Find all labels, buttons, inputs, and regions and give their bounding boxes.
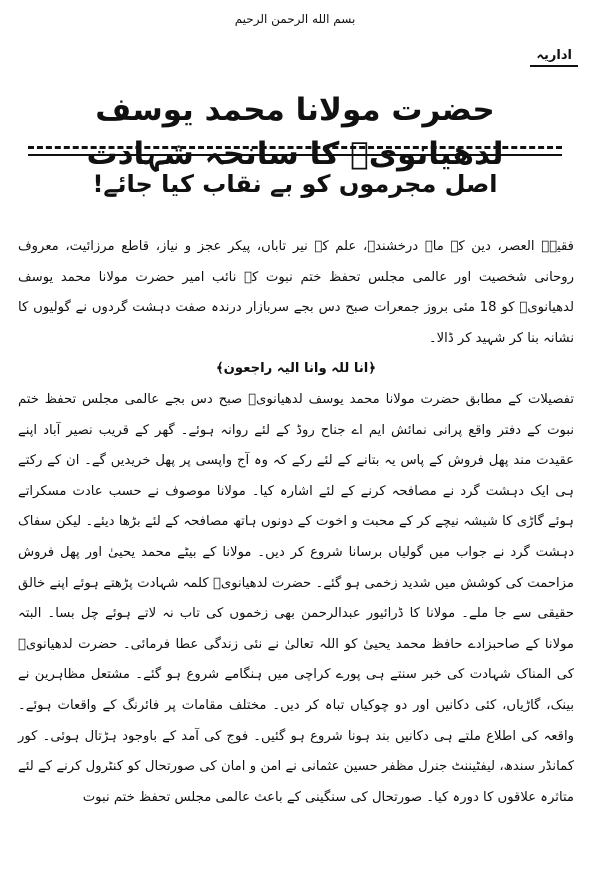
paragraph-details: تفصیلات کے مطابق حضرت مولانا محمد یوسف لدھیانویؒ صبح دس بجے عالمی مجلس تحفظ ختم نبوت کے دفتر واقع پرانی نمائش ایم اے جناح روڈ کے لئے روانہ ہوئے۔ گھر کے قریب نصیر آباد اپنے عقیدت مند پھل فروش کے پاس یہ بتانے کے لئے رکے کہ وہ آج واپسی پر پھل خریدیں گے۔ ان کے رکتے ہی ایک دہشت گرد نے مصافحہ کرنے کے لئے اشارہ کیا۔ مولانا موصوف نے حسب عادت مسکراتے ہوئے گاڑی کا شیشہ نیچے کر کے محبت و اخوت کے دونوں ہاتھ مصافحہ کے لئے بڑھا دیئے۔ لیکن سفاک دہشت گرد نے جواب میں گولیاں برسانا شروع کر دیں۔ مولانا کے بیٹے محمد یحییٰ اور پھل فروش مزاحمت کی کوشش میں شدید زخمی ہو گئے۔ حضرت لدھیانویؒ کلمہ شہادت پڑھتے ہوئے اپنے خالق حقیقی سے جا ملے۔ مولانا کا ڈرائیور عبدالرحمن بھی زخموں کی تاب نہ لاتے ہوئے چل بسا۔ البتہ مولانا کے صاحبزادے حافظ محمد یحییٰ کو اللہ تعالیٰ نے نئی زندگی عطا فرمائی۔ حضرت لدھیانویؒ کی المناک شہادت کی خبر سنتے ہی پورے کراچی میں ہنگامے شروع ہو گئے۔ مشتعل مظاہرین نے بینک، گاڑیاں، کئی دکانیں اور دو چوکیاں تباہ کر دیں۔ مختلف مقامات پر فائرنگ کے واقعات ہوئے۔ واقعہ کی اطلاع ملتے ہی دکانیں بند ہونا شروع ہو گئیں۔ فوج کی آمد کے باوجود ہڑتال ہوئی۔ کور کمانڈر سندھ، لیفٹیننٹ جنرل مظفر حسین عثمانی نے امن و امان کی صورتحال کو کنٹرول کرنے کے لئے متاثرہ علاقوں کا دورہ کیا۔ صورتحال کی سنگینی کے باعث عالمی مجلس تحفظ ختم نبوت <box>18 391 574 805</box>
article-headline: حضرت مولانا محمد یوسف لدھیانویؒ کا سانحہ شہادت <box>86 92 504 172</box>
article-body <box>18 232 574 813</box>
section-tag: اداریہ <box>530 48 578 67</box>
bismillah-header: بسم الله الرحمن الرحیم <box>234 12 356 26</box>
headline-dashed-rule <box>28 146 562 149</box>
paragraph-dua: ﴿انا للہ وانا الیہ راجعون﴾ <box>215 361 377 377</box>
headline-solid-rule <box>28 154 562 156</box>
article-subheadline: اصل مجرموں کو بے نقاب کیا جائے! <box>92 170 498 198</box>
paragraph-intro: فقیہہ العصر، دین کے ماہ درخشندہ، علم کے نیر تاباں، پیکر عجز و نیاز، قاطع مرزائیت، معروف روحانی شخصیت اور عالمی مجلس تحفظ ختم نبوت کے نائب امیر حضرت مولانا محمد یوسف لدھیانویؒ کو 18 مئی بروز جمعرات صبح دس بجے سربازار درندہ صفت دہشت گردوں نے گولیوں کا نشانہ بنا کر شہید کر ڈالا۔ <box>18 239 574 346</box>
